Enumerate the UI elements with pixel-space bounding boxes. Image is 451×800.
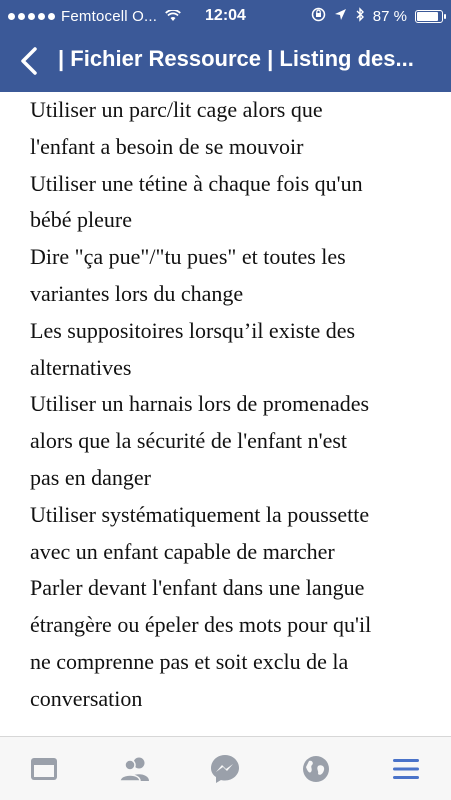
back-button[interactable] bbox=[14, 44, 44, 78]
battery-icon bbox=[415, 10, 443, 23]
text-line: avec un enfant capable de marcher bbox=[30, 538, 335, 564]
text-line: Utiliser un harnais lors de promenades bbox=[30, 391, 370, 417]
text-line: alors que la sécurité de l'enfant n'est bbox=[30, 428, 348, 454]
location-icon bbox=[334, 8, 347, 25]
battery-percent: 87 % bbox=[372, 8, 407, 25]
news-feed-icon bbox=[27, 752, 61, 786]
article-body bbox=[30, 92, 435, 718]
text-line: l'enfant a besoin de se mouvoir bbox=[30, 133, 304, 159]
text-line: alternatives bbox=[30, 354, 132, 380]
rotation-lock-icon bbox=[311, 7, 326, 26]
tab-messenger[interactable] bbox=[205, 751, 245, 787]
text-line: ne comprenne pas et soit exclu de la bbox=[30, 648, 349, 674]
globe-icon bbox=[299, 752, 333, 786]
top-bar bbox=[0, 0, 451, 92]
tab-notifications[interactable] bbox=[296, 751, 336, 787]
messenger-icon bbox=[208, 752, 242, 786]
friends-icon bbox=[118, 752, 152, 786]
text-line: Utiliser un parc/lit cage alors que bbox=[30, 97, 323, 122]
text-line: Utiliser systématiquement la poussette bbox=[30, 501, 370, 527]
clock: 12:04 bbox=[205, 7, 246, 24]
text-line: conversation bbox=[30, 685, 143, 711]
bluetooth-icon bbox=[355, 7, 365, 26]
text-line: bébé pleure bbox=[30, 207, 132, 233]
status-bar bbox=[0, 0, 451, 32]
text-line: Les suppositoires lorsqu’il existe des bbox=[30, 317, 356, 343]
menu-icon bbox=[389, 752, 423, 786]
tab-news-feed[interactable] bbox=[24, 751, 64, 787]
text-line: étrangère ou épeler des mots pour qu'il bbox=[30, 612, 372, 638]
carrier-name: Femtocell O... bbox=[61, 8, 158, 25]
tab-friends[interactable] bbox=[115, 751, 155, 787]
chevron-left-icon bbox=[18, 46, 40, 76]
tab-menu[interactable] bbox=[386, 751, 426, 787]
text-line: variantes lors du change bbox=[30, 280, 244, 306]
text-line: pas en danger bbox=[30, 464, 151, 490]
navigation-bar bbox=[0, 32, 451, 92]
text-line: Dire "ça pue"/"tu pues" et toutes les bbox=[30, 244, 346, 270]
page-title: | Fichier Ressource | Listing des... bbox=[58, 46, 414, 71]
text-line: Parler devant l'enfant dans une langue bbox=[30, 575, 365, 601]
text-line: Utiliser une tétine à chaque fois qu'un bbox=[30, 170, 363, 196]
bottom-tab-bar bbox=[0, 736, 451, 800]
